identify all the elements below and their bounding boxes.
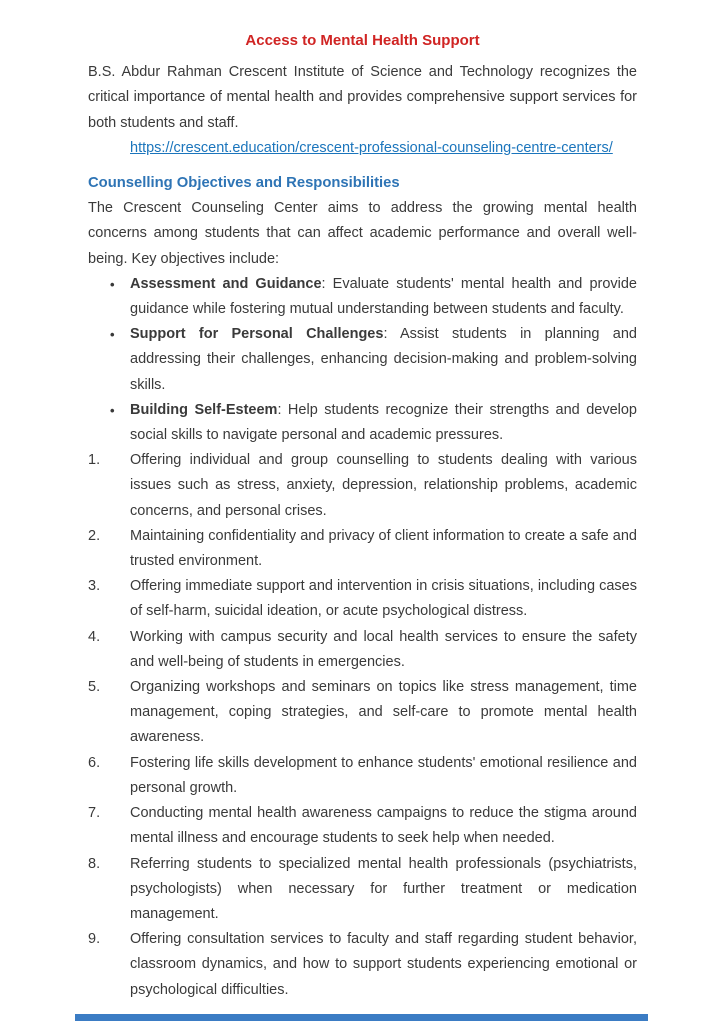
bullet-icon: • <box>110 402 115 418</box>
list-item <box>88 398 637 448</box>
bullet-label: Assessment and Guidance <box>130 275 322 292</box>
page-title: Access to Mental Health Support <box>245 32 480 49</box>
item-text: Offering immediate support and intervention in crisis situations, including cases of self-harm, suicidal ideation, or acute psychological distress. <box>130 578 637 620</box>
item-text: Referring students to specialized mental health professionals (psychiatrists, psychologists) when necessary for further treatment or medication management. <box>130 855 637 922</box>
responsibilities-numbered-list <box>88 448 637 1002</box>
list-item <box>88 524 637 574</box>
bullet-text: : Assist students in planning and addressing their challenges, enhancing decision-making and problem-solving skills. <box>130 326 637 393</box>
item-text: Working with campus security and local health services to ensure the safety and well-being of students in emergencies. <box>130 628 637 670</box>
item-text: Maintaining confidentiality and privacy of client information to create a safe and trusted environment. <box>130 527 637 570</box>
item-number: 5. <box>88 679 101 696</box>
item-number: 3. <box>88 578 101 595</box>
bullet-text: : Evaluate students' mental health and provide guidance while fostering mutual understanding between students and faculty. <box>130 275 637 318</box>
item-number: 4. <box>88 628 101 645</box>
item-number: 6. <box>88 754 101 771</box>
list-item <box>88 272 637 322</box>
item-number: 7. <box>88 805 101 822</box>
list-item <box>88 322 637 398</box>
list-item <box>88 751 637 801</box>
intro-paragraph: B.S. Abdur Rahman Crescent Institute of Science and Technology recognizes the critical importance of mental health and provides comprehensive support services for both students and staff. <box>88 64 637 131</box>
counseling-centre-link[interactable]: https://crescent.education/crescent-professional-counseling-centre-centers/ <box>130 139 613 156</box>
bullet-icon: • <box>110 327 115 343</box>
bullet-text: : Help students recognize their strengths and develop social skills to navigate personal and academic pressures. <box>130 401 637 444</box>
item-text: Offering consultation services to faculty and staff regarding student behavior, classroom dynamics, and how to support students experiencing emotional or psychological difficulties. <box>130 931 637 998</box>
bullet-label: Building Self-Esteem <box>130 401 278 418</box>
list-item <box>88 574 637 624</box>
item-text: Offering individual and group counselling to students dealing with various issues such as stress, anxiety, depression, relationship problems, academic concerns, and personal crises. <box>130 452 637 519</box>
list-item <box>88 852 637 928</box>
list-item <box>88 927 637 1003</box>
list-item <box>88 625 637 675</box>
item-text: Conducting mental health awareness campaigns to reduce the stigma around mental illness and encourage students to seek help when needed. <box>130 805 637 847</box>
section-intro-paragraph: The Crescent Counseling Center aims to address the growing mental health concerns among students that can affect academic performance and overall well-being. Key objectives include: <box>88 200 637 267</box>
section-heading: Counselling Objectives and Responsibilities <box>88 175 400 192</box>
objectives-bullet-list <box>88 272 637 448</box>
list-item <box>88 801 637 851</box>
item-text: Organizing workshops and seminars on topics like stress management, time management, coping strategies, and self-care to promote mental health awareness. <box>130 679 637 746</box>
item-number: 1. <box>88 452 101 469</box>
item-number: 9. <box>88 931 101 948</box>
item-text: Fostering life skills development to enhance students' emotional resilience and personal growth. <box>130 754 637 796</box>
footer-rule <box>75 1014 648 1021</box>
list-item <box>88 448 637 524</box>
item-number: 8. <box>88 855 101 872</box>
item-number: 2. <box>88 527 101 544</box>
bullet-label: Support for Personal Challenges <box>130 326 384 343</box>
bullet-icon: • <box>110 276 115 292</box>
list-item <box>88 675 637 751</box>
counseling-centre-link-line <box>130 136 637 161</box>
